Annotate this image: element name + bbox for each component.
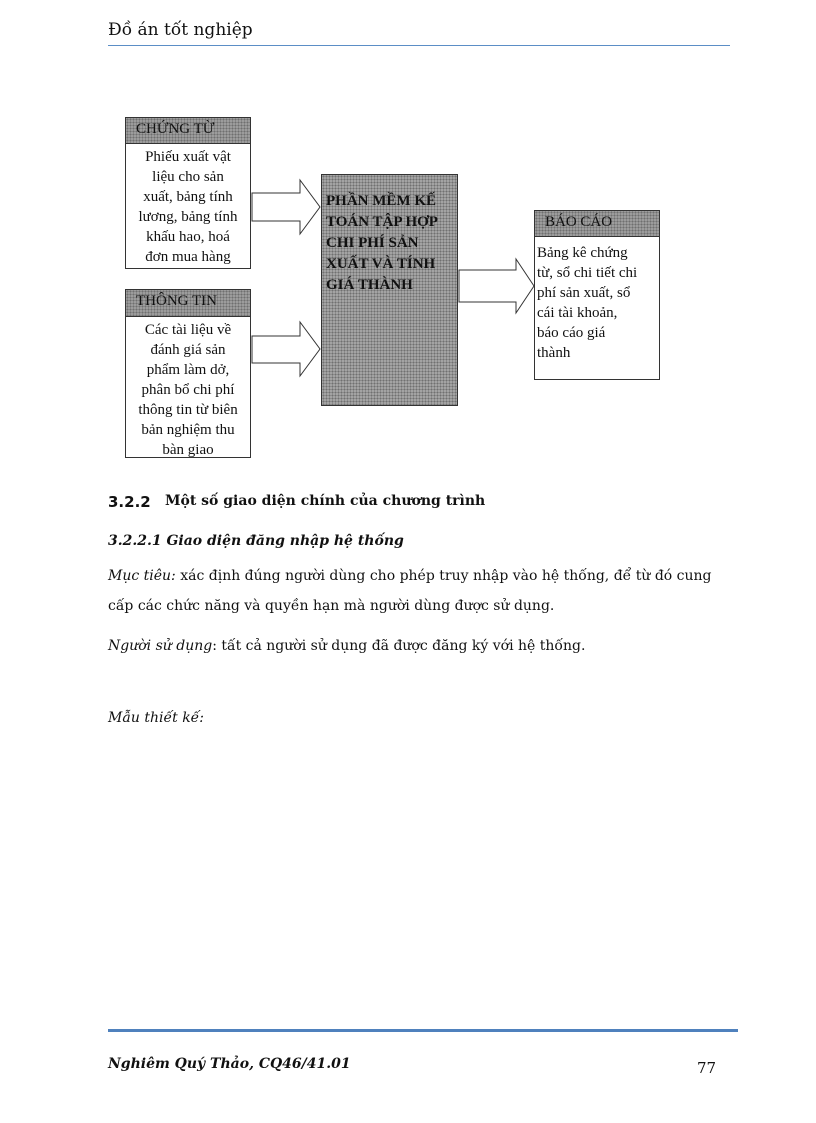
text-line: TOÁN TẬP HỢP [326, 214, 438, 230]
text-line: PHẦN MỀM KẾ [326, 193, 436, 209]
text-line: khấu hao, hoá [146, 229, 230, 245]
footer-divider [108, 1029, 738, 1032]
text-line: phẩm làm dở, [146, 362, 230, 378]
goal-text: xác định đúng người dùng cho phép truy nhập vào hệ thống, để từ đó cung cấp các chức năng và quyền hạn mà người dùng được sử dụng. [108, 568, 712, 614]
text-line: đơn mua hàng [145, 249, 231, 265]
bao-cao-heading: BÁO CÁO [534, 210, 660, 237]
user-paragraph [108, 631, 730, 661]
thong-tin-heading: THÔNG TIN [125, 289, 251, 317]
text-line: bàn giao [162, 442, 214, 457]
text-line: báo cáo giá [537, 325, 606, 341]
text-line: bản nghiệm thu [141, 422, 235, 438]
section-title: Một số giao diện chính của chương trình [165, 493, 486, 509]
user-label: Người sử dụng [108, 638, 213, 654]
subsection-title: 3.2.2.1 Giao diện đăng nhập hệ thống [108, 533, 404, 549]
goal-paragraph [108, 561, 730, 621]
bao-cao-body [537, 243, 659, 363]
footer-author: Nghiêm Quý Thảo, CQ46/41.01 [108, 1056, 351, 1072]
text-line: liệu cho sản [152, 169, 224, 185]
arrow-icon [252, 180, 320, 234]
text-line: từ, sổ chi tiết chi [537, 265, 638, 281]
text-line: lương, bảng tính [138, 209, 238, 225]
text-line: thành [537, 345, 571, 361]
chung-tu-heading: CHỨNG TỪ [125, 117, 251, 144]
section-number: 3.2.2 [108, 493, 151, 511]
text-line: phân bổ chi phí [141, 382, 235, 398]
text-line: phí sản xuất, sổ [537, 285, 631, 301]
text-line: đánh giá sản [150, 342, 226, 358]
text-line: GIÁ THÀNH [326, 277, 413, 293]
text-line: XUẤT VÀ TÍNH [326, 256, 436, 272]
text-line: CHI PHÍ SẢN [326, 235, 419, 251]
page-number: 77 [697, 1059, 717, 1077]
arrow-icon [252, 322, 320, 376]
text-line: Phiếu xuất vật [145, 149, 231, 165]
document-header-title: Đồ án tốt nghiệp [108, 20, 253, 40]
goal-label: Mục tiêu: [108, 568, 176, 584]
text-line: cái tài khoản, [537, 305, 618, 321]
process-software-box [321, 174, 458, 406]
text-line: Bảng kê chứng [537, 245, 628, 261]
text-line: xuất, bảng tính [143, 189, 233, 205]
user-text: : tất cả người sử dụng đã được đăng ký với hệ thống. [212, 638, 586, 654]
design-label: Mẫu thiết kế: [108, 710, 205, 726]
arrow-icon [459, 259, 534, 313]
text-line: thông tin từ biên [138, 402, 238, 418]
text-line: Các tài liệu về [144, 322, 232, 338]
design-paragraph [108, 703, 730, 733]
